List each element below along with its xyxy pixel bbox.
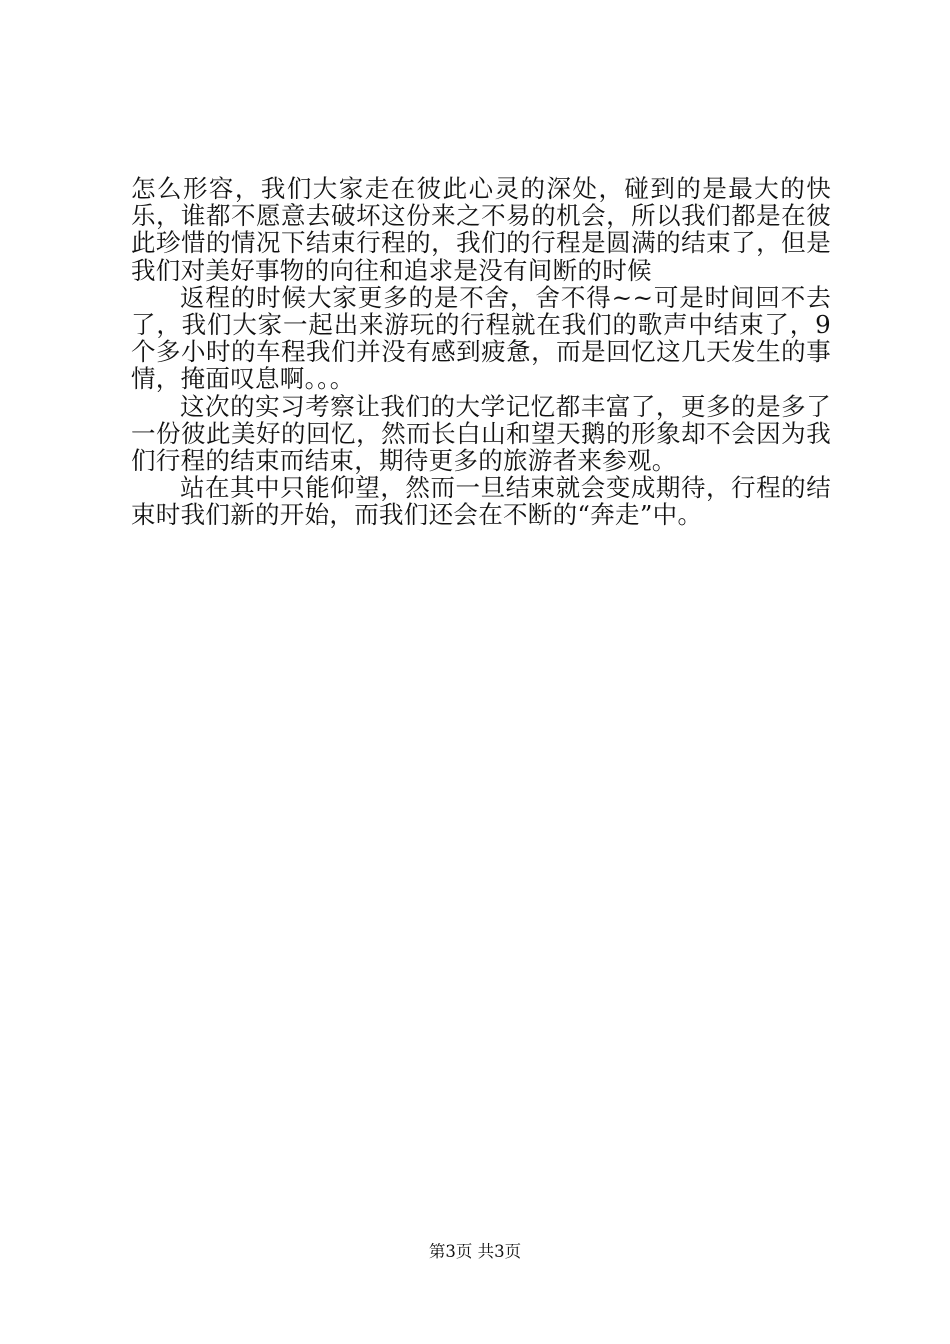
paragraph-1: 怎么形容，我们大家走在彼此心灵的深处，碰到的是最大的快乐，谁都不愿意去破坏这份来之不易的机会，所以我们都是在彼此珍惜的情况下结束行程的，我们的行程是圆满的结束了，但是我们对美好事物的向往和追求是没有间断的时候 xyxy=(131,174,831,285)
paragraph-2: 返程的时候大家更多的是不舍，舍不得~~可是时间回不去了，我们大家一起出来游玩的行程就在我们的歌声中结束了，9个多小时的车程我们并没有感到疲惫，而是回忆这几天发生的事情，掩面叹息啊。。。 xyxy=(131,282,831,394)
page-number-label: 第3页 共3页 xyxy=(428,1242,522,1261)
paragraph-3: 这次的实习考察让我们的大学记忆都丰富了，更多的是多了一份彼此美好的回忆，然而长白山和望天鹅的形象却不会因为我们行程的结束而结束，期待更多的旅游者来参观。 xyxy=(131,391,831,476)
paragraph-4: 站在其中只能仰望，然而一旦结束就会变成期待，行程的结束时我们新的开始，而我们还会在不断的“奔走”中。 xyxy=(131,473,831,530)
page-footer xyxy=(0,1242,950,1262)
document-body xyxy=(131,175,831,529)
